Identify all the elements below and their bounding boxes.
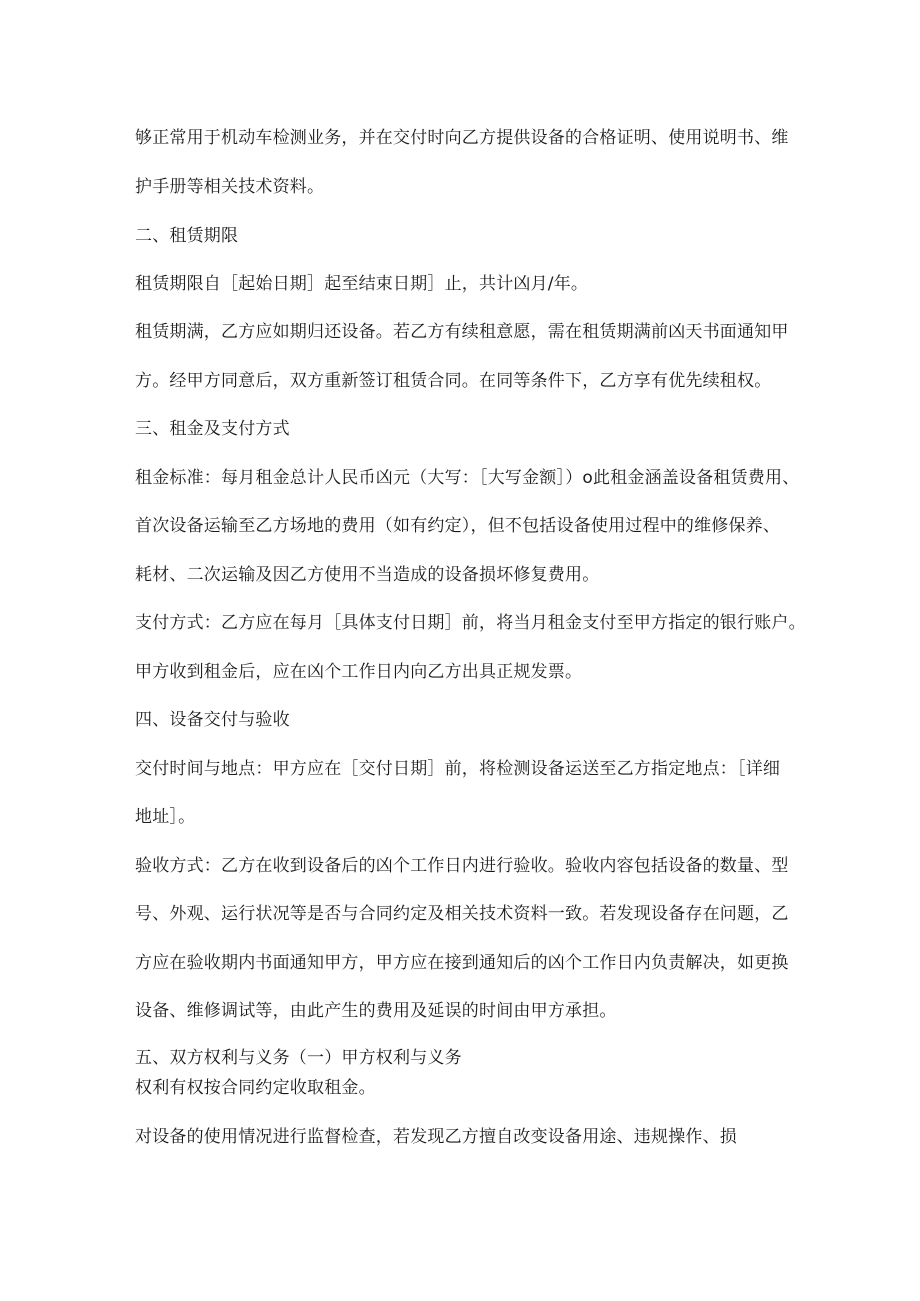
text-line-15: 地址］。 — [135, 807, 196, 827]
text-line-19: 设备、维修调试等，由此产生的费用及延误的时间由甲方承担。 — [135, 1001, 617, 1021]
text-line-6: 方。经甲方同意后，双方重新签订租赁合同。在同等条件下，乙方享有优先续租权。 — [135, 371, 772, 391]
section-heading-2: 二、租赁期限 — [135, 226, 239, 246]
text-line-14: 交付时间与地点：甲方应在［交付日期］前，将检测设备运送至乙方指定地点：［详细 — [135, 759, 781, 779]
text-line-17: 号、外观、运行状况等是否与合同约定及相关技术资料一致。若发现设备存在问题，乙 — [135, 904, 789, 924]
text-line-5: 租赁期满，乙方应如期归还设备。若乙方有续租意愿，需在租赁期满前凶天书面通知甲 — [135, 322, 789, 342]
text-line-10: 耗材、二次运输及因乙方使用不当造成的设备损坏修复费用。 — [135, 565, 600, 585]
text-line-11: 支付方式：乙方应在每月［具体支付日期］前，将当月租金支付至甲方指定的银行账户。 — [135, 613, 806, 633]
text-line-8: 租金标准：每月租金总计人民币凶元（大写：［大写金额］）o此租金涵盖设备租赁费用、 — [135, 468, 800, 488]
section-heading-5: 五、双方权利与义务（一）甲方权利与义务 — [135, 1048, 462, 1068]
text-line-16: 验收方式：乙方在收到设备后的凶个工作日内进行验收。验收内容包括设备的数量、型 — [135, 856, 789, 876]
text-line-22: 对设备的使用情况进行监督检查，若发现乙方擅自改变设备用途、违规操作、损 — [135, 1127, 737, 1147]
text-line-4: 租赁期限自［起始日期］起至结束日期］止，共计凶月/年。 — [135, 274, 589, 294]
text-line-18: 方应在验收期内书面通知甲方，甲方应在接到通知后的凶个工作日内负责解决，如更换 — [135, 953, 789, 973]
text-line-9: 首次设备运输至乙方场地的费用（如有约定），但不包括设备使用过程中的维修保养、 — [135, 516, 781, 536]
section-heading-3: 三、租金及支付方式 — [135, 419, 290, 439]
text-line-2: 护手册等相关技术资料。 — [135, 177, 325, 197]
text-line-21: 权利有权按合同约定收取租金。 — [135, 1078, 376, 1098]
text-line-12: 甲方收到租金后，应在凶个工作日内向乙方出具正规发票。 — [135, 662, 583, 682]
text-line-1: 够正常用于机动车检测业务，并在交付时向乙方提供设备的合格证明、使用说明书、维 — [135, 128, 789, 148]
section-heading-4: 四、设备交付与验收 — [135, 710, 290, 730]
